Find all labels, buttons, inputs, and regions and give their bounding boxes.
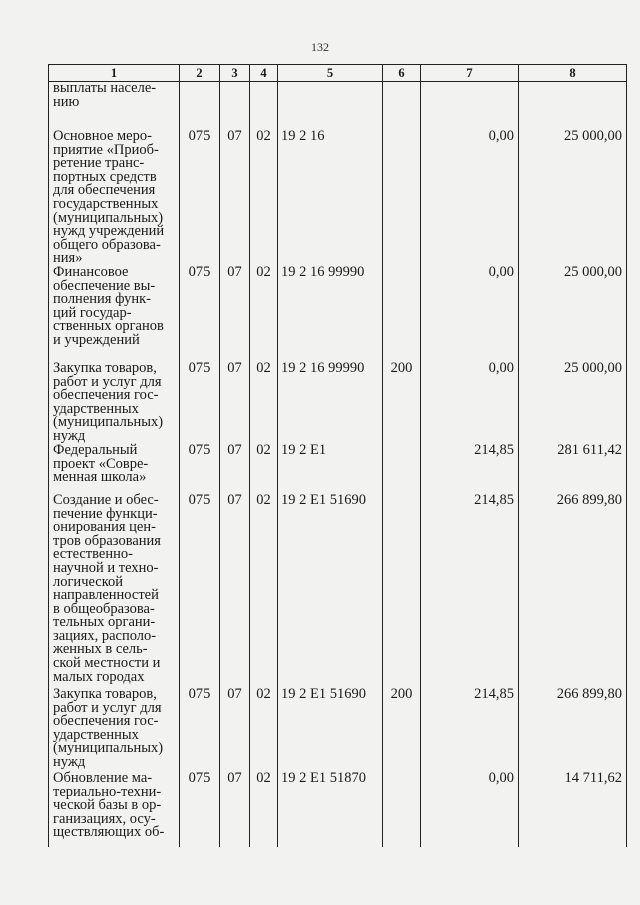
row-name: Финансовое обеспечение вы- полнения функ- ций государ- ственных органов и учреждений [49, 266, 180, 362]
budget-table [48, 64, 627, 847]
row-name: выплаты населе- нию [49, 82, 180, 131]
column-header-1: 1 [49, 65, 180, 82]
cell-col7: 0,00 [421, 130, 519, 266]
table-header-row [49, 65, 627, 82]
cell-col6 [383, 494, 421, 688]
cell-col4 [250, 82, 278, 131]
cell-col4: 02 [250, 362, 278, 444]
cell-col8 [519, 82, 627, 131]
cell-col8: 25 000,00 [519, 362, 627, 444]
cell-col6 [383, 82, 421, 131]
cell-col6: 200 [383, 362, 421, 444]
row-name: Закупка товаров, работ и услуг для обеспечения гос- ударственных (муниципальных) нужд [49, 362, 180, 444]
cell-col4: 02 [250, 494, 278, 688]
cell-col7: 214,85 [421, 688, 519, 772]
cell-col3 [220, 82, 250, 131]
cell-col6: 200 [383, 688, 421, 772]
table-row [49, 688, 627, 772]
column-header-6: 6 [383, 65, 421, 82]
cell-col5: 19 2 E1 [278, 444, 383, 494]
cell-col2: 075 [180, 130, 220, 266]
cell-col6 [383, 130, 421, 266]
cell-col3: 07 [220, 772, 250, 847]
cell-col7: 0,00 [421, 772, 519, 847]
column-header-5: 5 [278, 65, 383, 82]
cell-col7: 0,00 [421, 266, 519, 362]
cell-col8: 25 000,00 [519, 266, 627, 362]
cell-col2: 075 [180, 494, 220, 688]
cell-col5: 19 2 E1 51870 [278, 772, 383, 847]
table-row [49, 362, 627, 444]
row-name: Федеральный проект «Совре- менная школа» [49, 444, 180, 494]
cell-col4: 02 [250, 444, 278, 494]
table-row [49, 444, 627, 494]
row-name: Закупка товаров, работ и услуг для обеспечения гос- ударственных (муниципальных) нужд [49, 688, 180, 772]
cell-col3: 07 [220, 266, 250, 362]
cell-col7: 214,85 [421, 444, 519, 494]
cell-col5: 19 2 16 99990 [278, 362, 383, 444]
cell-col8: 14 711,62 [519, 772, 627, 847]
cell-col2 [180, 82, 220, 131]
column-header-2: 2 [180, 65, 220, 82]
cell-col5: 19 2 16 99990 [278, 266, 383, 362]
cell-col3: 07 [220, 688, 250, 772]
cell-col6 [383, 444, 421, 494]
row-name: Основное меро- приятие «Приоб- ретение транс- портных средств для обеспечения государственных (муниципальных) нужд учреждений общего образова- ния» [49, 130, 180, 266]
column-header-8: 8 [519, 65, 627, 82]
cell-col3: 07 [220, 362, 250, 444]
cell-col5: 19 2 E1 51690 [278, 688, 383, 772]
column-header-4: 4 [250, 65, 278, 82]
row-name: Создание и обес- печение функци- онирования цен- тров образования естественно- научной и техно- логической направленностей в общеобразова- тельных органи- зациях, располо- женных в сель- ской местности и малых городах [49, 494, 180, 688]
cell-col6 [383, 772, 421, 847]
cell-col3: 07 [220, 130, 250, 266]
cell-col5: 19 2 E1 51690 [278, 494, 383, 688]
cell-col4: 02 [250, 266, 278, 362]
cell-col8: 281 611,42 [519, 444, 627, 494]
table-row [49, 494, 627, 688]
cell-col5: 19 2 16 [278, 130, 383, 266]
cell-col2: 075 [180, 362, 220, 444]
cell-col5 [278, 82, 383, 131]
cell-col3: 07 [220, 444, 250, 494]
cell-col6 [383, 266, 421, 362]
cell-col4: 02 [250, 688, 278, 772]
cell-col8: 266 899,80 [519, 688, 627, 772]
cell-col2: 075 [180, 688, 220, 772]
table-row [49, 130, 627, 266]
table-row [49, 82, 627, 131]
cell-col7: 214,85 [421, 494, 519, 688]
column-header-3: 3 [220, 65, 250, 82]
page-number: 132 [311, 40, 329, 54]
cell-col2: 075 [180, 266, 220, 362]
cell-col7: 0,00 [421, 362, 519, 444]
cell-col2: 075 [180, 444, 220, 494]
table-row [49, 772, 627, 847]
row-name: Обновление ма- териально-техни- ческой базы в ор- ганизациях, осу- ществляющих об- [49, 772, 180, 847]
cell-col7 [421, 82, 519, 131]
cell-col8: 266 899,80 [519, 494, 627, 688]
column-header-7: 7 [421, 65, 519, 82]
cell-col2: 075 [180, 772, 220, 847]
cell-col4: 02 [250, 772, 278, 847]
cell-col3: 07 [220, 494, 250, 688]
cell-col8: 25 000,00 [519, 130, 627, 266]
cell-col4: 02 [250, 130, 278, 266]
table-row [49, 266, 627, 362]
